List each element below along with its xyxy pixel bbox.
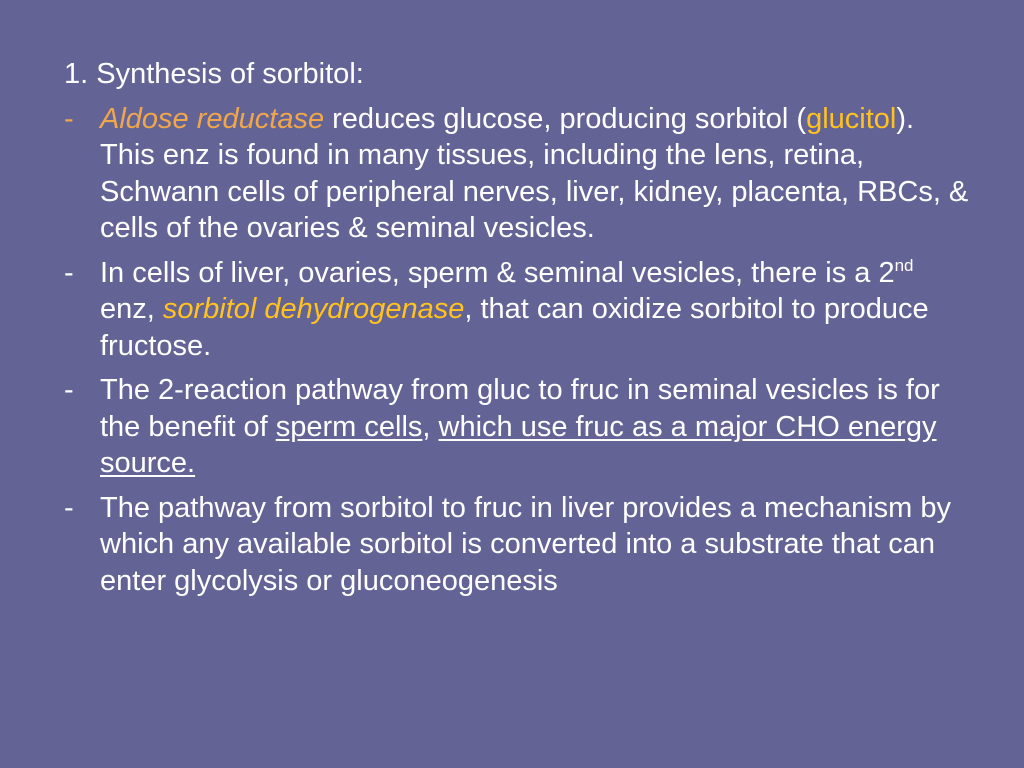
bullet-liver-pathway — [64, 490, 974, 600]
bullet-list — [64, 101, 974, 600]
bullet-marker: - — [64, 256, 74, 289]
slide-content — [64, 56, 974, 607]
bullet-aldose-reductase — [64, 101, 974, 247]
bullet-text: In cells of liver, ovaries, sperm & seminal vesicles, there is a 2 — [100, 256, 895, 289]
bullet-text: reduces glucose, producing sorbitol ( — [324, 102, 807, 135]
bullet-marker: - — [64, 374, 74, 406]
bullet-text: The pathway from sorbitol to fruc in liver provides a mechanism by which any available sorbitol is converted into a substrate that can enter glycolysis or gluconeogenesis — [100, 491, 952, 597]
bullet-marker: - — [64, 102, 74, 135]
bullet-text: , — [422, 410, 439, 443]
underlined-sperm-cells: sperm cells — [275, 410, 423, 443]
underlined-energy-source: which use fruc as a major CHO energy source. — [100, 410, 937, 479]
term-glucitol: glucitol — [806, 102, 897, 135]
bullet-seminal-vesicles-pathway — [64, 372, 974, 482]
superscript-nd: nd — [894, 255, 914, 275]
section-heading: 1. Synthesis of sorbitol: — [64, 58, 364, 90]
bullet-text: , that can oxidize sorbitol to produce fructose. — [100, 293, 929, 362]
bullet-marker: - — [64, 491, 74, 524]
bullet-sorbitol-dehydrogenase — [64, 255, 974, 365]
term-aldose-reductase: Aldose reductase — [100, 102, 325, 135]
bullet-text: enz, — [100, 293, 163, 325]
bullet-text: The 2-reaction pathway from gluc to fruc in seminal vesicles is for the benefit of — [100, 374, 940, 443]
term-sorbitol-dehydrogenase: sorbitol dehydrogenase — [162, 293, 465, 325]
bullet-text: ). This enz is found in many tissues, including the lens, retina, Schwann cells of peripheral nerves, liver, kidney, placenta, RBCs, & cells of the ovaries & seminal vesicles. — [100, 102, 969, 244]
